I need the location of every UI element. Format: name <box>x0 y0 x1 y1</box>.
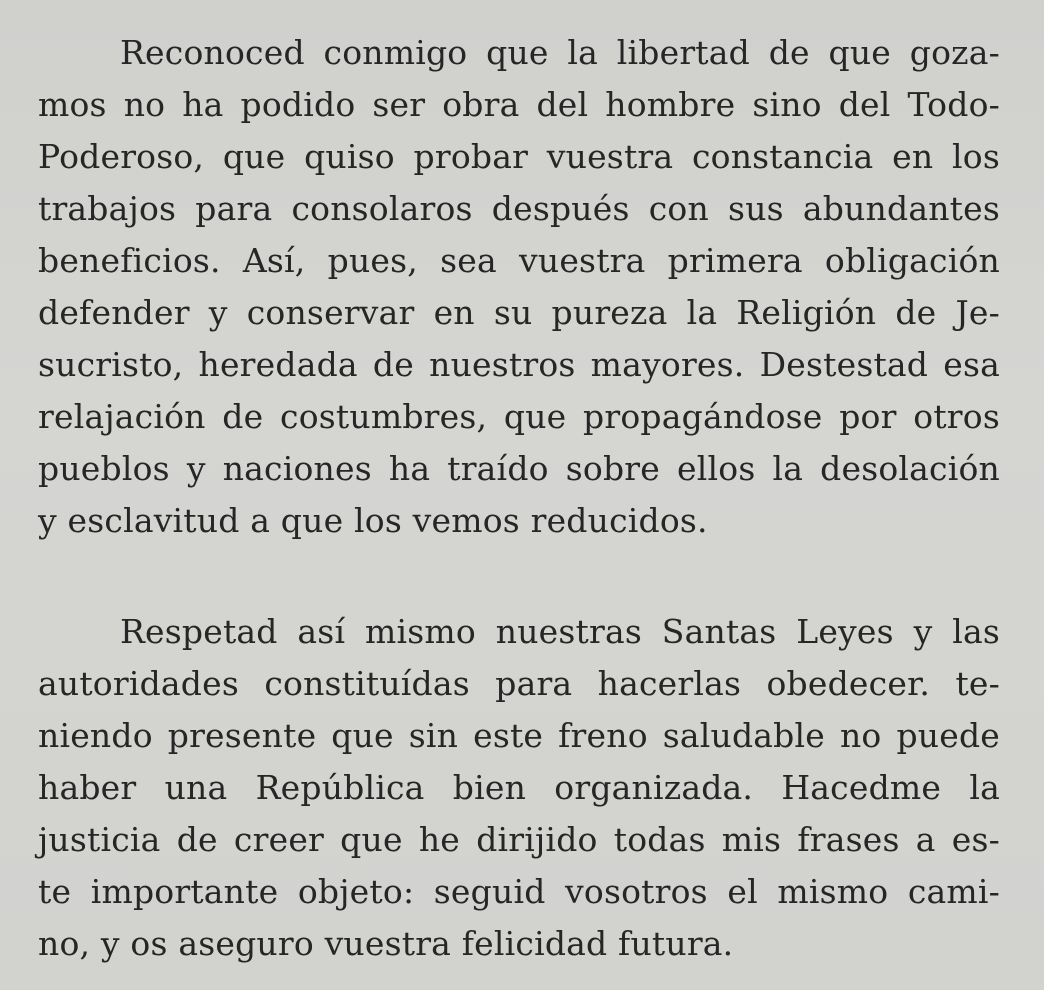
text-line: beneficios. Así, pues, sea vuestra primera obligación <box>38 241 1000 280</box>
paragraph-2 <box>38 606 1000 970</box>
text-line: te importante objeto: seguid vosotros el mismo cami- <box>38 872 1000 911</box>
text-line: relajación de costumbres, que propagándose por otros <box>38 397 1000 436</box>
text-line: autoridades constituídas para hacerlas obedecer. te- <box>38 664 1000 703</box>
text-line: y esclavitud a que los vemos reducidos. <box>38 501 708 540</box>
text-line: Respetad así mismo nuestras Santas Leyes y las <box>120 612 1000 651</box>
text-line: Poderoso, que quiso probar vuestra constancia en los <box>38 137 1000 176</box>
text-line: sucristo, heredada de nuestros mayores. Destestad esa <box>38 345 1000 384</box>
text-line: pueblos y naciones ha traído sobre ellos la desolación <box>38 449 1000 488</box>
text-line: no, y os aseguro vuestra felicidad futura. <box>38 924 734 963</box>
paragraph-1 <box>38 27 1000 547</box>
text-line: haber una República bien organizada. Hacedme la <box>38 768 1000 807</box>
text-line: mos no ha podido ser obra del hombre sino del Todo- <box>38 85 1000 124</box>
text-line: justicia de creer que he dirijido todas mis frases a es- <box>38 820 1000 859</box>
text-line: Reconoced conmigo que la libertad de que goza- <box>120 33 1000 72</box>
text-line: niendo presente que sin este freno saludable no puede <box>38 716 1000 755</box>
text-line: trabajos para consolaros después con sus abundantes <box>38 189 1000 228</box>
text-line: defender y conservar en su pureza la Religión de Je- <box>38 293 1000 332</box>
